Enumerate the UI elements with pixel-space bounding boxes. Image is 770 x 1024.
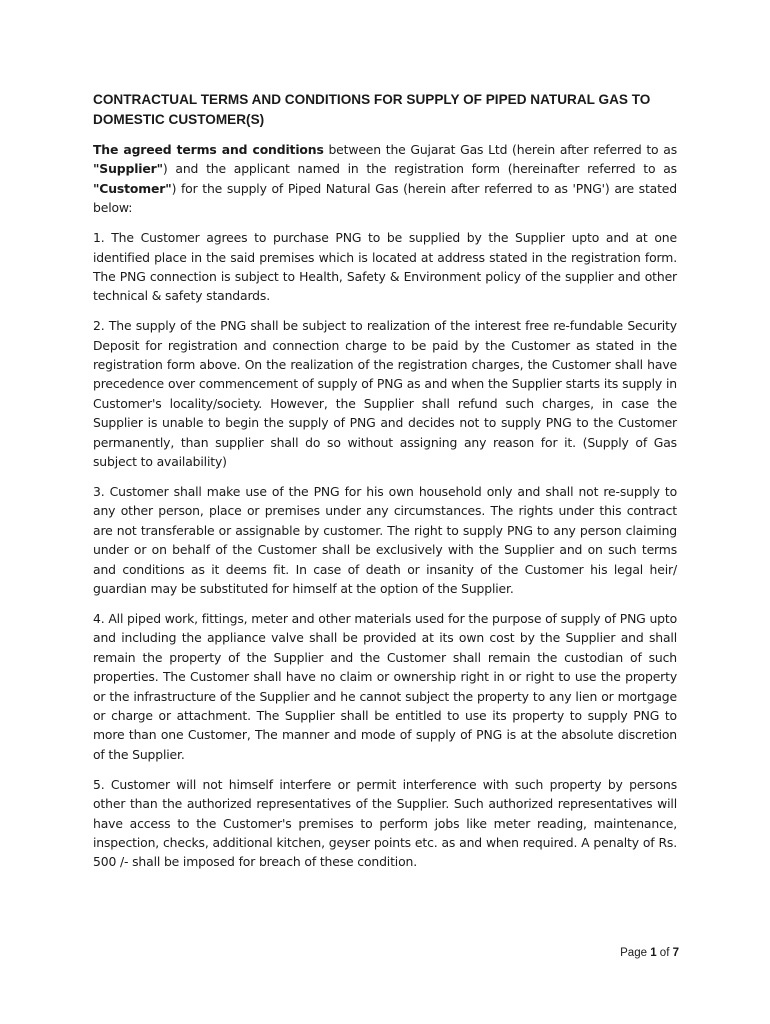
clause-5: 5. Customer will not himself interfere or permit interference with such property by persons other than the authorized representatives of the Supplier. Such authorized representatives will have access to the Customer's premises to perform jobs like meter reading, maintenance, inspection, checks, additional kitchen, geyser points etc. as and when required. A penalty of Rs. 500 /- shall be imposed for breach of these condition. xyxy=(93,776,677,870)
clause-1: 1. The Customer agrees to purchase PNG to be supplied by the Supplier upto and at one identified place in the said premises which is located at address stated in the registration form. The PNG connection is subject to Health, Safety & Environment policy of the supplier and other technical & safety standards. xyxy=(93,230,677,304)
page-number-footer xyxy=(620,947,679,959)
clause-2: 2. The supply of the PNG shall be subject to realization of the interest free re-fundable Security Deposit for registration and connection charge to be paid by the Customer as stated in the registration form above. On the realization of the registration charges, the Customer shall have precedence over commencement of supply of PNG as and when the Supplier starts its supply in Customer's locality/society. However, the Supplier shall refund such charges, in case the Supplier is unable to begin the supply of PNG and decides not to supply PNG to the Customer permanently, than supplier shall do so without assigning any reason for it. (Supply of Gas subject to availability) xyxy=(93,318,677,470)
document-title: CONTRACTUAL TERMS AND CONDITIONS FOR SUPPLY OF PIPED NATURAL GAS TO DOMESTIC CUSTOMER(S) xyxy=(93,92,651,127)
clause-4: 4. All piped work, fittings, meter and other materials used for the purpose of supply of PNG upto and including the appliance valve shall be provided at its own cost by the Supplier and shall remain the property of the Supplier and the Customer shall remain the custodian of such properties. The Customer shall have no claim or ownership right in or right to use the property or the infrastructure of the Supplier and he cannot subject the property to any lien or mortgage or charge or attachment. The Supplier shall be entitled to use its property to supply PNG to more than one Customer, The manner and mode of supply of PNG is at the absolute discretion of the Supplier. xyxy=(93,610,677,762)
intro-bold-lead: The agreed terms and conditions xyxy=(93,142,324,157)
current-page: 1 xyxy=(650,947,657,959)
intro-text-2: ) and the applicant named in the registration form (hereinafter referred to as xyxy=(162,161,677,177)
intro-text-1: between the Gujarat Gas Ltd (herein after referred to as xyxy=(323,142,678,157)
customer-label: "Customer" xyxy=(93,180,172,196)
total-pages: 7 xyxy=(672,947,679,959)
clause-3: 3. Customer shall make use of the PNG for his own household only and shall not re-supply to any other person, place or premises under any circumstances. The rights under this contract are not transferable or assignable by customer. The right to supply PNG to any person claiming under or on behalf of the Customer shall be exclusively with the Supplier and on such terms and conditions as it deems fit. In case of death or insanity of the Customer his legal heir/ guardian may be substituted for himself at the option of the Supplier. xyxy=(93,484,677,597)
of-label: of xyxy=(656,947,673,959)
document-body xyxy=(93,90,677,882)
page-label: Page xyxy=(620,947,651,959)
supplier-label: "Supplier" xyxy=(93,161,163,177)
intro-paragraph xyxy=(93,140,677,218)
intro-text-3: ) for the supply of Piped Natural Gas (herein after referred to as 'PNG') are stated below: xyxy=(93,180,677,216)
